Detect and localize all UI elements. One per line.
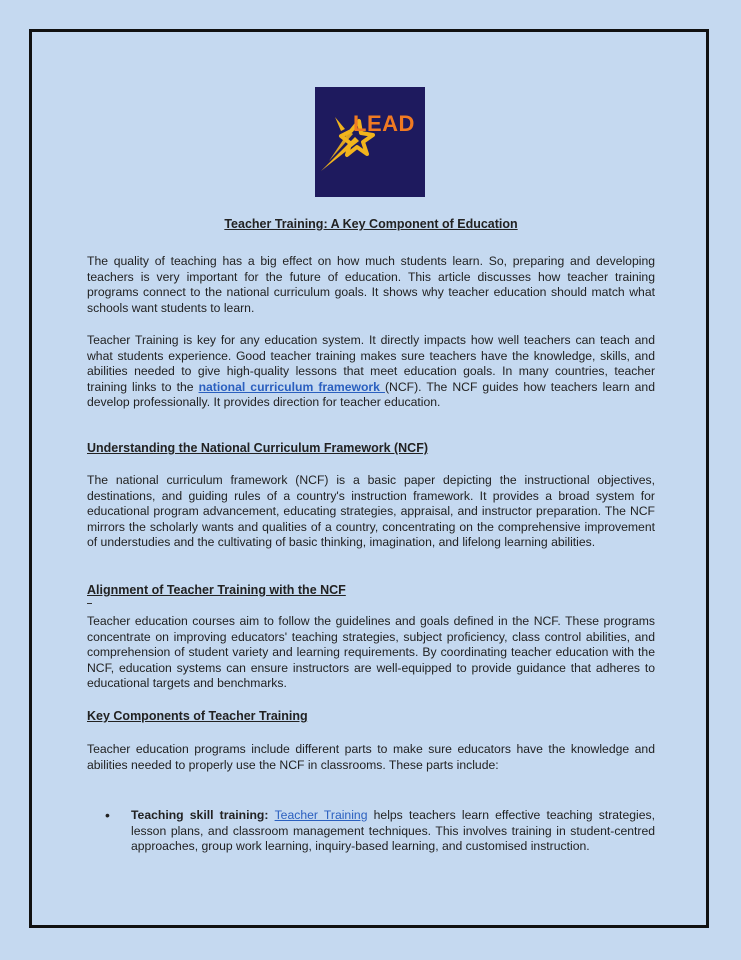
section-heading-components: Key Components of Teacher Training — [87, 709, 308, 723]
logo-text: LEAD — [353, 111, 415, 136]
bullet-text — [131, 808, 655, 855]
paragraph-text-cont: (NCF). The NCF guides how teachers learn and develop professionally. It provides direction for teacher education. — [87, 379, 655, 410]
star-icon — [315, 87, 425, 197]
page-title: Teacher Training: A Key Component of Education — [224, 217, 518, 231]
section-heading-ncf: Understanding the National Curriculum Framework (NCF) — [87, 441, 429, 455]
section-heading-alignment: Alignment of Teacher Training with the NCF — [87, 583, 346, 597]
bullet-marker: • — [105, 807, 110, 823]
components-paragraph: Teacher education programs include different parts to make sure educators have the knowledge and abilities needed to properly use the NCF in classrooms. These parts include: — [87, 742, 655, 772]
teacher-training-paragraph — [87, 333, 655, 411]
intro-paragraph: The quality of teaching has a big effect on how much students learn. So, preparing and developing teachers is very important for the future of education. This article discusses how teacher training programs connect to the national curriculum goals. It shows why teacher education should match what schools want students to learn. — [87, 254, 655, 315]
lead-logo — [315, 87, 425, 197]
paragraph-text: Teacher Training is key for any education system. It directly impacts how well teachers can teach and what students experience. Good teacher training makes sure teachers have the knowledge, skills, and abilities needed to give high-quality lessons that meet education goals. In many countries, teacher training links to the — [87, 333, 655, 394]
divider — [87, 603, 92, 604]
ncf-paragraph: The national curriculum framework (NCF) is a basic paper depicting the instructional objectives, destinations, and guiding rules of a country's instruction framework. It provides a broad system for educational program advancement, educating strategies, appraisal, and instructor preparation. The NCF mirrors the scholarly wants and qualities of a country, concentrating on the comprehensive improvement of understudies and the cultivating of basic thinking, imagination, and lifelong learning abilities. — [87, 473, 655, 550]
bullet-lead: Teaching skill training: — [131, 808, 275, 822]
teacher-training-link[interactable]: Teacher Training — [274, 808, 368, 822]
bullet-rest: helps teachers learn effective teaching strategies, lesson plans, and classroom management techniques. This involves training in student-centred approaches, group work learning, inquiry-based learning, and customised instruction. — [131, 808, 655, 854]
alignment-paragraph: Teacher education courses aim to follow the guidelines and goals defined in the NCF. These programs concentrate on improving educators' teaching strategies, subject proficiency, class control abilities, and comprehension of student variety and learning requirements. By coordinating teacher education with the NCF, education systems can ensure instructors are well-equipped to provide guidance that adheres to educational targets and benchmarks. — [87, 614, 655, 691]
ncf-link[interactable]: national curriculum framework — [198, 379, 385, 394]
